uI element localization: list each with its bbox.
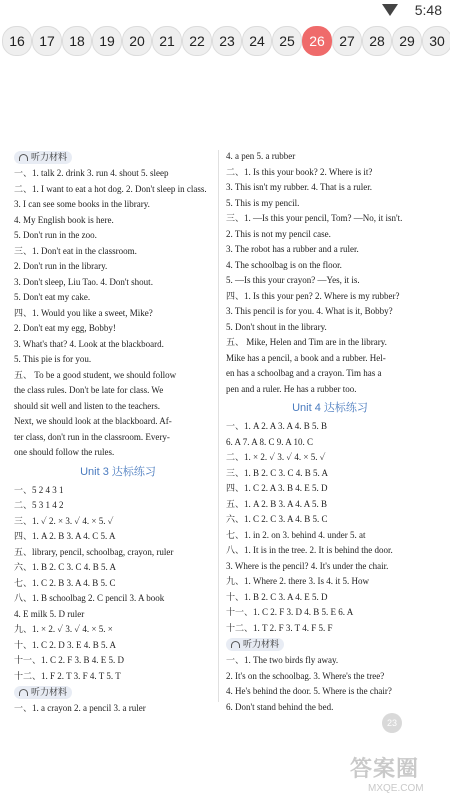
unit-title: Unit 3 达标练习 <box>80 465 156 478</box>
answer-line: 5. Don't eat my cake. <box>14 292 91 302</box>
page-button-23[interactable]: 23 <box>212 26 242 56</box>
page-button-16[interactable]: 16 <box>2 26 32 56</box>
answer-line: 六、1. B 2. C 3. C 4. B 5. A <box>14 562 117 572</box>
answer-line: should sit well and listen to the teachers. <box>14 400 160 411</box>
page-button-30[interactable]: 30 <box>422 26 450 56</box>
headphone-icon <box>231 641 240 648</box>
answer-line: 3. What's that? 4. Look at the blackboard. <box>14 338 164 349</box>
answer-line: 4. E milk 5. D ruler <box>14 608 85 619</box>
watermark-url: MXQE.COM <box>368 783 424 794</box>
answer-line: 四、1. Would you like a sweet, Mike? <box>14 307 153 318</box>
answer-line: 6. Don't stand behind the bed. <box>226 701 334 712</box>
page-button-28[interactable]: 28 <box>362 26 392 56</box>
page-button-18[interactable]: 18 <box>62 26 92 56</box>
answer-line: 五、library, pencil, schoolbag, crayon, ruler <box>14 546 174 557</box>
answer-line: 九、1. × 2. ✓ 3. ✓ 4. × 5. × <box>14 624 113 634</box>
answer-line: 十、1. C 2. D 3. E 4. B 5. A <box>14 639 117 650</box>
answer-line: one should follow the rules. <box>14 447 115 457</box>
answer-line: 2. Don't eat my egg, Bobby! <box>14 323 116 333</box>
listening-material-badge <box>14 686 72 699</box>
page-button-17[interactable]: 17 <box>32 26 62 56</box>
answer-line: 3. This pencil is for you. 4. What is it, Bobby? <box>226 306 393 316</box>
answer-line: 十一、1. C 2. F 3. D 4. B 5. E 6. A <box>226 607 354 617</box>
answer-line: 十二、1. F 2. T 3. F 4. T 5. T <box>14 670 121 681</box>
listening-material-badge <box>226 638 284 651</box>
answer-line: 七、1. C 2. B 3. A 4. B 5. C <box>14 577 116 588</box>
badge-label: 听力材料 <box>31 152 68 162</box>
page-button-19[interactable]: 19 <box>92 26 122 56</box>
answer-line: 3. This isn't my rubber. 4. That is a ruler. <box>226 182 373 192</box>
status-bar <box>0 0 450 22</box>
answer-line: pen and a ruler. He has a rubber too. <box>226 383 357 394</box>
answer-line: 二、1. Is this your book? 2. Where is it? <box>226 166 373 177</box>
badge-label: 听力材料 <box>31 687 68 697</box>
answer-line: 五、1. A 2. B 3. A 4. A 5. B <box>226 498 328 509</box>
listening-material-badge <box>14 151 72 164</box>
answer-line: 三、1. —Is this your pencil, Tom? —No, it isn't. <box>226 213 403 223</box>
answer-line: 4. a pen 5. a rubber <box>226 151 296 161</box>
status-time: 5:48 <box>414 2 442 18</box>
answer-line: Next, we should look at the blackboard. Af- <box>14 416 172 426</box>
answer-line: 八、1. B schoolbag 2. C pencil 3. A book <box>14 593 165 603</box>
answer-line: the class rules. Don't be late for class. We <box>14 385 164 395</box>
answer-line: 三、1. Don't eat in the classroom. <box>14 245 137 256</box>
answer-line: 五、 Mike, Helen and Tim are in the library. <box>226 337 387 347</box>
answer-line: 五、 To be a good student, we should follow <box>14 369 177 380</box>
answer-line: 2. Don't run in the library. <box>14 261 108 271</box>
answer-line: 5. This pie is for you. <box>14 354 92 364</box>
answer-line: 5. This is my pencil. <box>226 197 300 208</box>
answer-line: 一、1. The two birds fly away. <box>226 655 339 665</box>
answer-line: 二、5 3 1 4 2 <box>14 500 64 510</box>
answer-line: Mike has a pencil, a book and a rubber. Hel- <box>226 352 386 363</box>
answer-line: 四、1. A 2. B 3. A 4. C 5. A <box>14 531 116 541</box>
answer-line: 六、1. C 2. C 3. A 4. B 5. C <box>226 514 328 524</box>
page-button-27[interactable]: 27 <box>332 26 362 56</box>
headphone-icon <box>19 689 28 696</box>
answer-line: 三、1. ✓ 2. × 3. ✓ 4. × 5. ✓ <box>14 515 114 526</box>
answer-line: 2. This is not my pencil case. <box>226 228 331 239</box>
answer-line: 七、1. in 2. on 3. behind 4. under 5. at <box>226 529 366 540</box>
answer-line: 一、1. a crayon 2. a pencil 3. a ruler <box>14 703 146 713</box>
page-number: 23 <box>382 713 402 733</box>
answer-line: 一、5 2 4 3 1 <box>14 484 64 495</box>
answer-line: 四、1. C 2. A 3. B 4. E 5. D <box>226 483 328 493</box>
answer-line: 十二、1. T 2. F 3. T 4. F 5. F <box>226 622 333 633</box>
badge-label: 听力材料 <box>243 639 280 649</box>
watermark-logo: 答案圈 <box>350 756 420 781</box>
answer-line: 4. The schoolbag is on the floor. <box>226 259 342 270</box>
answer-line: 一、1. talk 2. drink 3. run 4. shout 5. sleep <box>14 168 169 178</box>
page-button-24[interactable]: 24 <box>242 26 272 56</box>
answer-line: 4. He's behind the door. 5. Where is the chair? <box>226 686 392 696</box>
unit-title: Unit 4 达标练习 <box>292 402 368 414</box>
answer-line: 一、1. A 2. A 3. A 4. B 5. B <box>226 421 328 431</box>
answer-line: 十一、1. C 2. F 3. B 4. E 5. D <box>14 655 125 665</box>
answer-line: 5. Don't shout in the library. <box>226 321 327 332</box>
page-selector <box>0 26 450 56</box>
answer-line: 二、1. I want to eat a hot dog. 2. Don't sleep in class. <box>14 183 207 194</box>
answer-line: en has a schoolbag and a crayon. Tim has a <box>226 368 382 378</box>
answer-line: 3. The robot has a rubber and a ruler. <box>226 244 359 254</box>
page-button-20[interactable]: 20 <box>122 26 152 56</box>
page-button-22[interactable]: 22 <box>182 26 212 56</box>
answer-line: 3. Where is the pencil? 4. It's under the chair. <box>226 560 389 571</box>
wifi-icon <box>382 4 398 16</box>
column-divider <box>218 150 219 702</box>
answer-line: ter class, don't run in the classroom. Every- <box>14 431 170 442</box>
answer-line: 5. —Is this your crayon? —Yes, it is. <box>226 275 360 285</box>
page-button-25[interactable]: 25 <box>272 26 302 56</box>
page-button-26[interactable]: 26 <box>302 26 332 56</box>
answer-line: 二、1. × 2. ✓ 3. ✓ 4. × 5. ✓ <box>226 452 326 462</box>
answer-line: 3. I can see some books in the library. <box>14 199 150 209</box>
watermark <box>350 752 424 794</box>
answer-line: 四、1. Is this your pen? 2. Where is my rubber? <box>226 290 400 301</box>
headphone-icon <box>19 154 28 161</box>
answer-line: 十、1. B 2. C 3. A 4. E 5. D <box>226 591 328 602</box>
answer-line: 6. A 7. A 8. C 9. A 10. C <box>226 436 314 447</box>
answer-line: 八、1. It is in the tree. 2. It is behind the door. <box>226 545 393 555</box>
answer-line: 3. Don't sleep, Liu Tao. 4. Don't shout. <box>14 276 153 287</box>
answer-line: 5. Don't run in the zoo. <box>14 230 97 240</box>
page-button-21[interactable]: 21 <box>152 26 182 56</box>
answer-line: 4. My English book is here. <box>14 214 114 225</box>
answer-line: 2. It's on the schoolbag. 3. Where's the tree? <box>226 670 385 681</box>
answer-line: 九、1. Where 2. there 3. Is 4. it 5. How <box>226 576 369 586</box>
answer-line: 三、1. B 2. C 3. C 4. B 5. A <box>226 467 329 478</box>
page-button-29[interactable]: 29 <box>392 26 422 56</box>
